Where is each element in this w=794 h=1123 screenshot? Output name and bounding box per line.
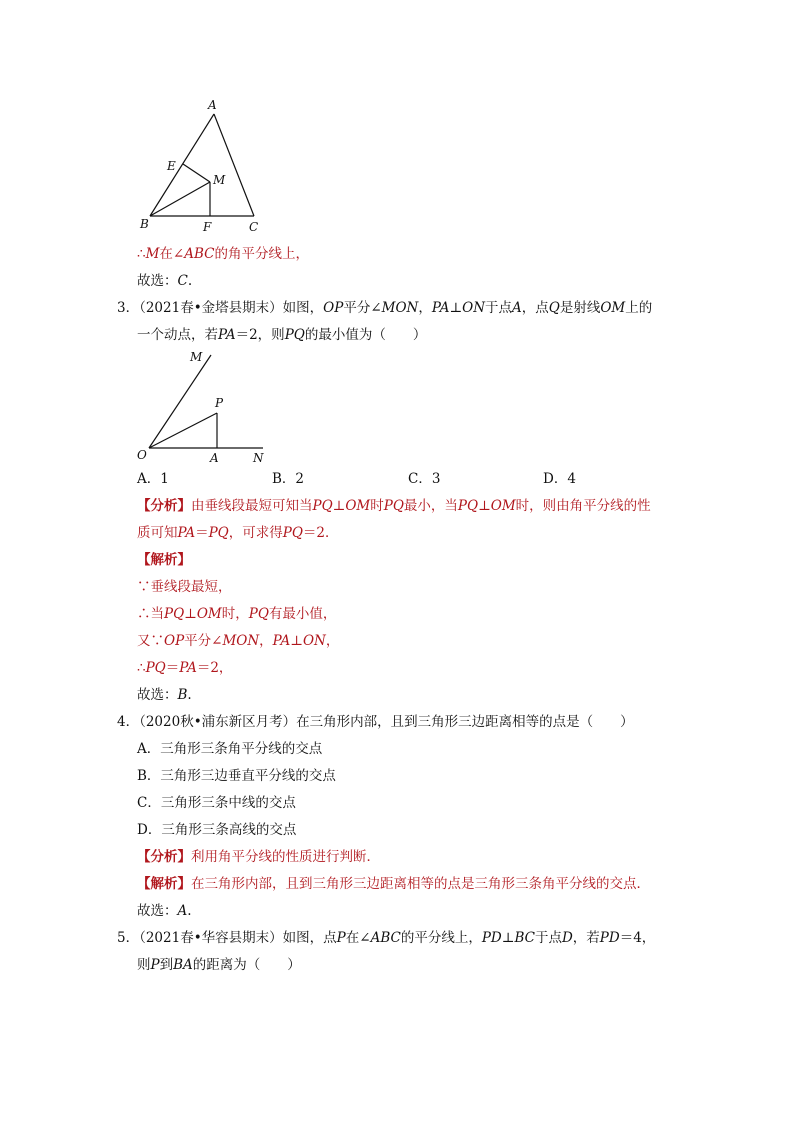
q4-answer: 故选：A. [137,903,192,919]
q3-answer: 故选：B. [137,687,192,703]
label-M: M [190,350,203,364]
q4-stem: 4．（2020秋•浦东新区月考）在三角形内部，且到三角形三边距离相等的点是（ ） [117,714,634,730]
q4-option-d: D．三角形三条高线的交点 [137,822,297,838]
q3-stem-line1: 3．（2021春•金塔县期末）如图，OP平分∠MON，PA⊥ON于点A，点Q是射线OM上的 [117,300,653,316]
q3-stem-line2: 一个动点，若PA＝2，则PQ的最小值为（ ） [137,327,427,343]
q4-analysis: 【分析】利用角平分线的性质进行判断． [137,849,380,865]
q3-solution-line4: ∴PQ＝PA＝2， [137,660,233,676]
label-N: N [253,451,264,465]
label-M: M [213,173,226,187]
q3-option-d: D．4 [543,471,576,487]
q3-option-b: B．2 [272,471,305,487]
label-B: B [140,217,149,231]
q3-option-c: C．3 [408,471,441,487]
q3-solution-line2: ∴当PQ⊥OM时，PQ有最小值， [137,606,337,622]
q3-solution-line1: ∵垂线段最短， [137,579,232,595]
q3-option-a: A．1 [137,471,169,487]
label-P: P [215,396,224,410]
q5-stem-line2: 则P到BA的距离为（ ） [137,957,301,973]
q3-solution-line3: 又∵OP平分∠MON，PA⊥ON， [137,633,340,649]
q5-stem-line1: 5．（2021春•华容县期末）如图，点P在∠ABC的平分线上，PD⊥BC于点D，若PD＝4， [117,930,656,946]
prev-solution-line1: ∴M在∠ABC的角平分线上， [137,246,309,262]
q3-analysis-line2: 质可知PA＝PQ，可求得PQ＝2． [137,525,339,541]
label-A: A [210,451,219,465]
q3-analysis-line1: 【分析】由垂线段最短可知当PQ⊥OM时PQ最小，当PQ⊥OM时，则由角平分线的性 [137,498,651,514]
triangle-abc-figure [130,92,280,240]
angle-mon-figure [135,345,280,470]
q4-option-b: B．三角形三边垂直平分线的交点 [137,768,336,784]
label-O: O [137,448,147,462]
label-E: E [167,159,176,173]
label-A: A [208,98,217,112]
q3-solution-tag: 【解析】 [137,552,191,568]
label-F: F [203,220,212,234]
q4-option-a: A．三角形三条角平分线的交点 [137,741,323,757]
q4-solution: 【解析】在三角形内部，且到三角形三边距离相等的点是三角形三条角平分线的交点． [137,876,650,892]
label-C: C [249,220,259,234]
q4-option-c: C．三角形三条中线的交点 [137,795,296,811]
prev-answer: 故选：C. [137,273,193,289]
